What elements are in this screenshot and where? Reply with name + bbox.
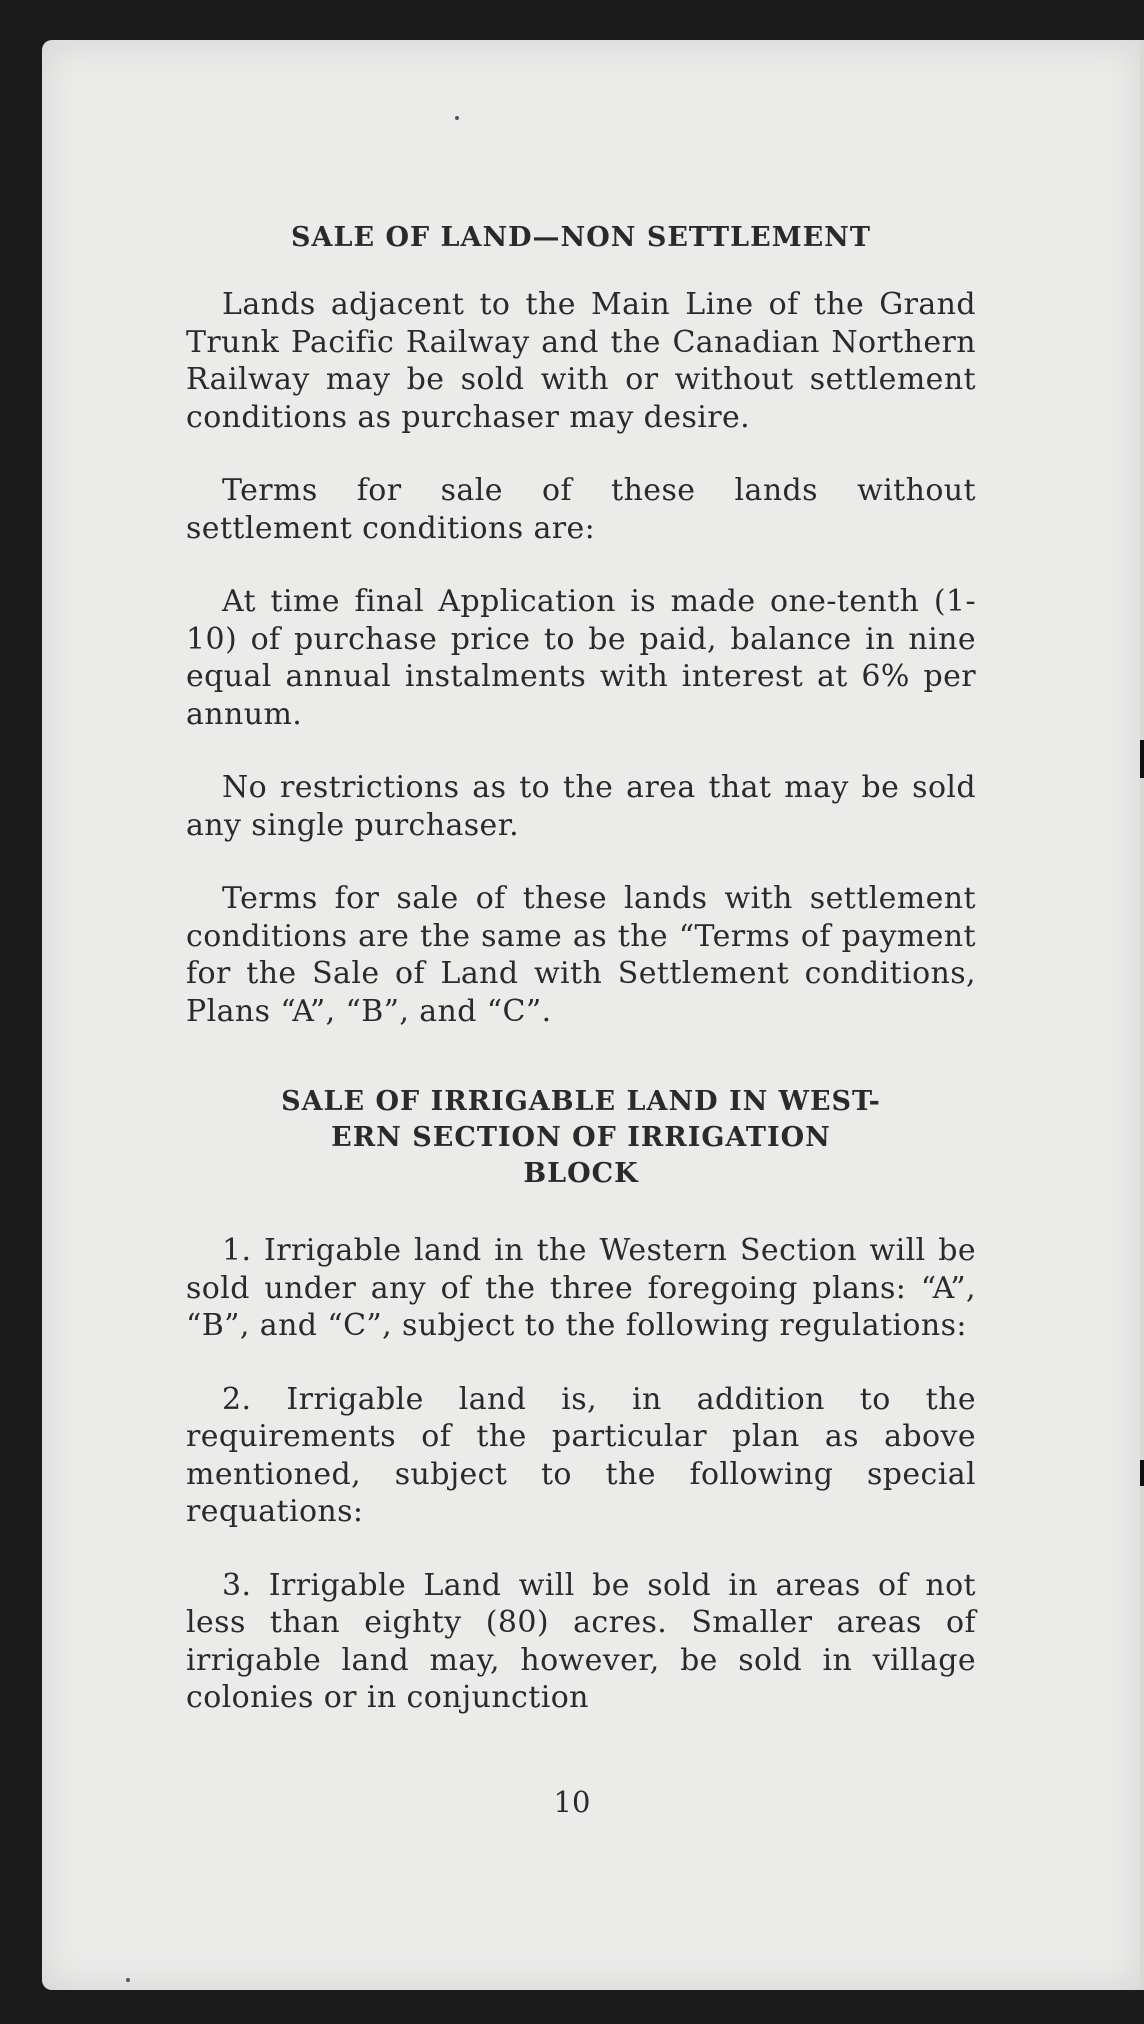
page-edge [1140,40,1144,1990]
page-number: 10 [553,1785,591,1819]
paragraph: 2. Irrigable land is, in addition to the requirements of the particular plan as above mentioned, subject to the following special requations: [186,1381,976,1529]
heading-line: ERN SECTION OF IRRIGATION [331,1122,831,1153]
page-edge-mark [1140,740,1144,778]
text-column [186,220,976,1753]
paragraph: Terms for sale of these lands with settlement conditions are the same as the “Terms of payment for the Sale of Land with Settlement conditions, Plans “A”, “B”, and “C”. [186,881,976,1029]
paragraph: Terms for sale of these lands without settlement conditions are: [186,473,976,546]
paragraph: At time final Application is made one-tenth (1-10) of purchase price to be paid, balance in nine equal annual instalments with interest at 6% per annum. [186,584,976,732]
paragraph: 3. Irrigable Land will be sold in areas of not less than eighty (80) acres. Smaller areas of irrigable land may, however, be sold in village colonies or in conjunction [186,1567,976,1715]
print-speck [126,1978,130,1982]
section-non-settlement [186,220,976,1030]
section-heading [186,220,976,256]
paragraph: Lands adjacent to the Main Line of the Grand Trunk Pacific Railway and the Canadian Northern Railway may be sold with or without settlement conditions as purchaser may desire. [186,287,976,435]
page-edge-mark [1140,1460,1144,1486]
heading-line: BLOCK [523,1158,639,1189]
heading-line: SALE OF LAND—NON SETTLEMENT [291,222,871,253]
section-heading [186,1084,976,1192]
paragraph: No restrictions as to the area that may be sold any single purchaser. [186,770,976,843]
section-irrigable-land [186,1084,976,1717]
heading-line: SALE OF IRRIGABLE LAND IN WEST- [281,1086,881,1117]
print-speck [455,116,459,120]
paragraph: 1. Irrigable land in the Western Section will be sold under any of the three foregoing plans: “A”, “B”, and “C”, subject to the following regulations: [186,1233,976,1343]
